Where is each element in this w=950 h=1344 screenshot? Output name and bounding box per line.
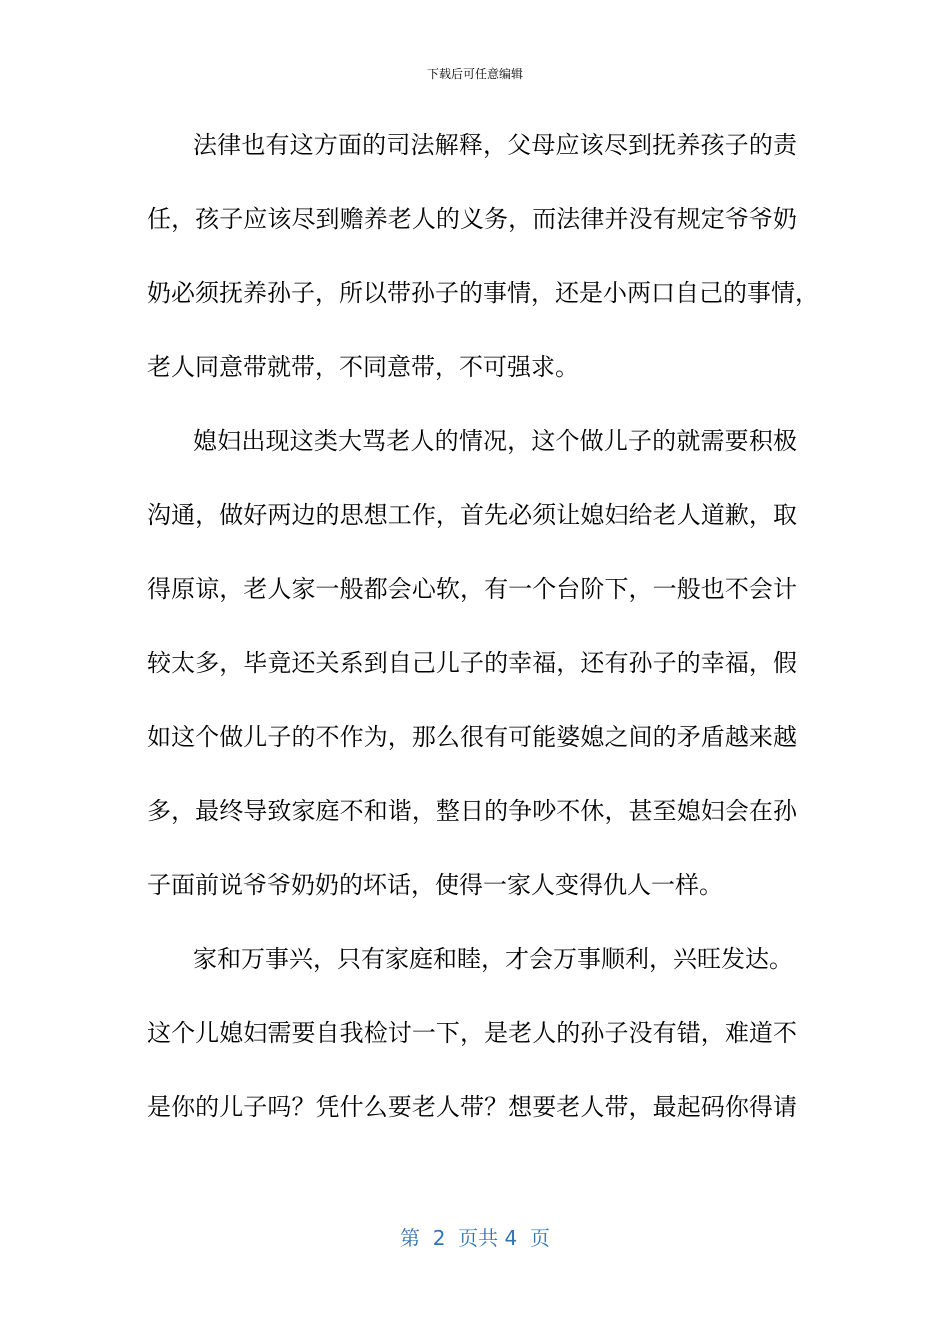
text-line: 沟通，做好两边的思想工作，首先必须让媳妇给老人道歉，取 (147, 501, 797, 529)
paragraph-1 (147, 108, 819, 404)
text-line: 子面前说爷爷奶奶的坏话，使得一家人变得仇人一样。 (147, 871, 723, 899)
text-line: 老人同意带就带，不同意带，不可强求。 (147, 353, 579, 381)
text-line: 较太多，毕竟还关系到自己儿子的幸福，还有孙子的幸福，假 (147, 649, 797, 677)
text-line: 奶必须抚养孙子，所以带孙子的事情，还是小两口自己的事情， (147, 279, 819, 307)
text-line: 媳妇出现这类大骂老人的情况，这个做儿子的就需要积极 (193, 427, 797, 455)
text-line: 多，最终导致家庭不和谐，整日的争吵不休，甚至媳妇会在孙 (147, 797, 797, 825)
text-line: 任，孩子应该尽到赡养老人的义务，而法律并没有规定爷爷奶 (147, 205, 797, 233)
document-body (147, 108, 819, 1144)
text-line: 如这个做儿子的不作为，那么很有可能婆媳之间的矛盾越来越 (147, 723, 797, 751)
text-line: 是你的儿子吗？凭什么要老人带？想要老人带，最起码你得请 (147, 1093, 797, 1121)
page-number-footer: 第 2 页共 4 页 (400, 1226, 550, 1250)
page-header: 下载后可任意编辑 (426, 67, 523, 81)
text-line: 得原谅，老人家一般都会心软，有一个台阶下，一般也不会计 (147, 575, 797, 603)
paragraph-2 (147, 404, 797, 922)
text-line: 法律也有这方面的司法解释，父母应该尽到抚养孩子的责 (193, 131, 797, 159)
text-line: 这个儿媳妇需要自我检讨一下，是老人的孙子没有错，难道不 (147, 1019, 797, 1047)
paragraph-3 (147, 922, 797, 1144)
text-line: 家和万事兴，只有家庭和睦，才会万事顺利，兴旺发达。 (193, 945, 793, 973)
